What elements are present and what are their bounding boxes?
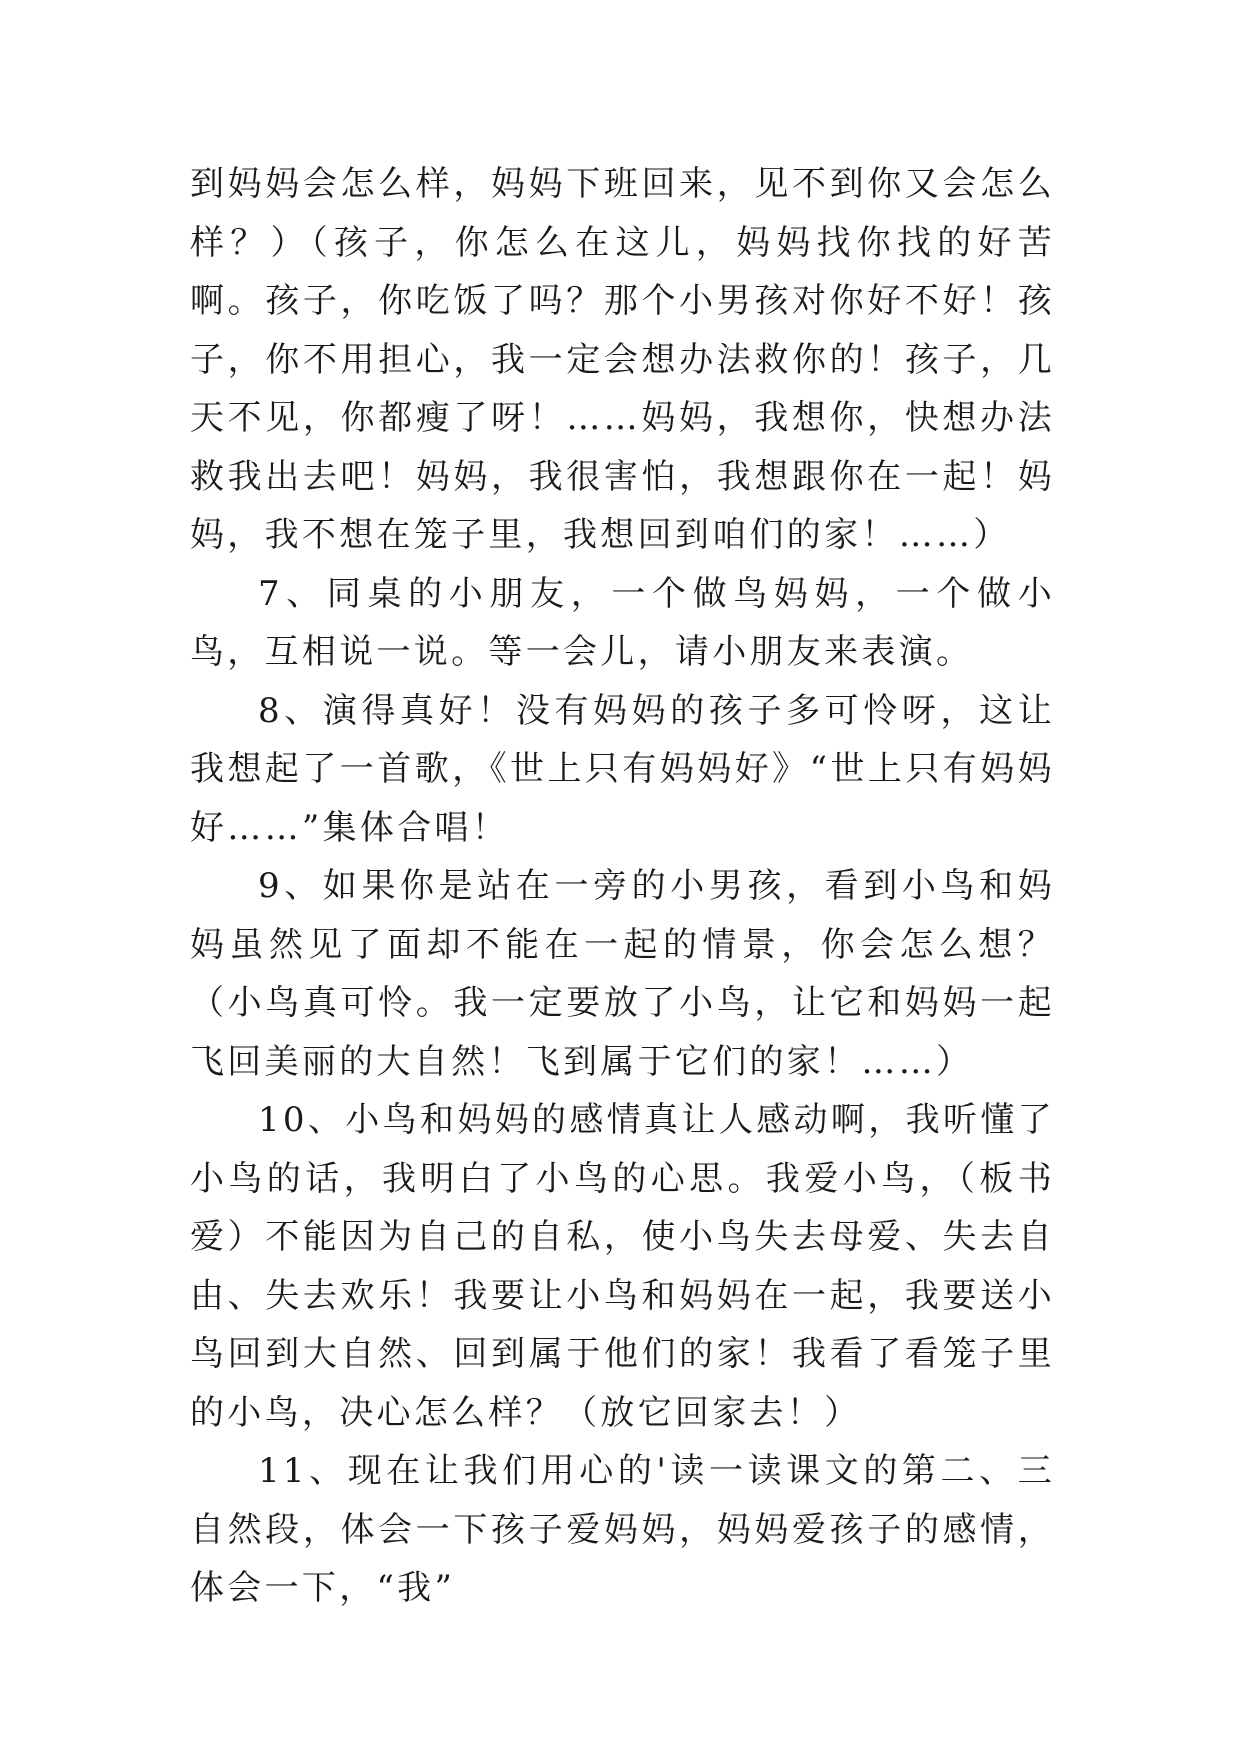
paragraph-item-8: 8、演得真好！没有妈妈的孩子多可怜呀，这让我想起了一首歌，《世上只有妈妈好》“世上只有妈妈好……”集体合唱！: [190, 690, 1055, 848]
paragraph-item-10: 10、小鸟和妈妈的感情真让人感动啊，我听懂了小鸟的话，我明白了小鸟的心思。我爱小鸟，（板书爱）不能因为自己的自私，使小鸟失去母爱、失去自由、失去欢乐！我要让小鸟和妈妈在一起，我要送小鸟回到大自然、回到属于他们的家！我看了看笼子里的小鸟，决心怎么样？（放它回家去！）: [190, 1100, 1055, 1433]
paragraph-item-9: 9、如果你是站在一旁的小男孩，看到小鸟和妈妈虽然见了面却不能在一起的情景，你会怎么想？（小鸟真可怜。我一定要放了小鸟，让它和妈妈一起飞回美丽的大自然！飞到属于它们的家！……）: [190, 866, 1055, 1082]
document-page: [190, 155, 1055, 1618]
paragraph-item-7: 7、同桌的小朋友，一个做鸟妈妈，一个做小鸟，互相说一说。等一会儿，请小朋友来表演。: [190, 573, 1055, 672]
paragraph-continued: 到妈妈会怎么样，妈妈下班回来，见不到你又会怎么样？）（孩子，你怎么在这儿，妈妈找你找的好苦啊。孩子，你吃饭了吗？那个小男孩对你好不好！孩子，你不用担心，我一定会想办法救你的！孩子，几天不见，你都瘦了呀！……妈妈，我想你，快想办法救我出去吧！妈妈，我很害怕，我想跟你在一起！妈妈，我不想在笼子里，我想回到咱们的家！……）: [190, 164, 1055, 555]
paragraph-item-11: 11、现在让我们用心的'读一读课文的第二、三自然段，体会一下孩子爱妈妈，妈妈爱孩子的感情，体会一下，“我”: [190, 1451, 1055, 1608]
